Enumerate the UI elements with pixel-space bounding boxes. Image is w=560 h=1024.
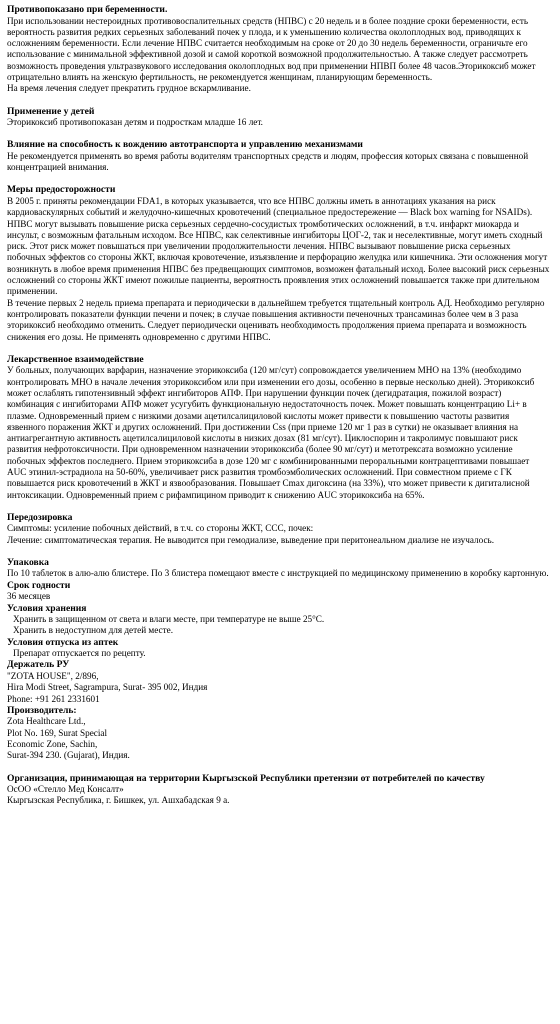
section-title: Производитель: (7, 704, 77, 716)
section-holder (7, 659, 550, 704)
phone-line: Phone: +91 261 2331601 (7, 693, 100, 704)
section-title: Лекарственное взаимодействие (7, 353, 144, 365)
section-title: Влияние на способность к вождению автотранспорта и управлению механизмами (7, 139, 363, 151)
paragraph: На время лечения следует прекратить грудное вскармливание. (7, 83, 251, 94)
paragraph: Препарат отпускается по рецепту. (13, 648, 146, 659)
section-storage (7, 603, 550, 637)
address-line: Кыргызская Республика, г. Бишкек, ул. Ашхабадская 9 а. (7, 795, 230, 806)
paragraph: Хранить в защищенном от света и влаги месте, при температуре не выше 25°С. (13, 614, 325, 625)
section-dispense (7, 637, 550, 660)
section-package (7, 557, 550, 580)
address-line: Zota Healthcare Ltd., (7, 716, 86, 727)
paragraph: По 10 таблеток в алю-алю блистере. По 3 блистера помещают вместе с инструкцией по медицинскому применению в коробку картонную. (7, 568, 549, 579)
section-precautions (7, 184, 550, 342)
address-line: Economic Zone, Sachin, (7, 738, 98, 749)
paragraph: В 2005 г. приняты рекомендации FDA1, в которых указывается, что все НПВС должны иметь в аннотациях указания на риск кардиоваскулярных событий и желудочно-кишечных кровотечений (специальное предостережение — Black box warning for NSAIDs). (7, 195, 533, 218)
section-shelf-life (7, 580, 550, 603)
section-title: Упаковка (7, 556, 49, 568)
paragraph: Хранить в недоступном для детей месте. (13, 625, 174, 636)
section-title: Меры предосторожности (7, 184, 116, 196)
section-overdose (7, 512, 550, 546)
section-interactions (7, 354, 550, 501)
paragraph: Эторикоксиб противопоказан детям и подросткам младше 16 лет. (7, 117, 263, 128)
paragraph: Не рекомендуется применять во время работы водителям транспортных средств и людям, профессия которых связана с повышенной концентрацией внимания. (7, 150, 529, 173)
paragraph: Лечение: симптоматическая терапия. Не выводится при гемодиализе, выведение при перитонеальном диализе не изучалось. (7, 534, 495, 545)
paragraph: У больных, получающих варфарин, назначение эторикоксиба (120 мг/сут) сопровождается увеличением МНО на 13% (необходимо контролировать МНО в начале лечения эторикоксибом или при изменении его дозы, особенно в первые несколько дней). Эторикоксиб может ослаблять гипотензивный эффект ингибиторов АПФ. При нарушении функции почек (дегидратация, пожилой возраст) комбинация с ингибиторами АПФ может усугубить функциональную недостаточность почек. Может повышать концентрацию Li+ в плазме. Одновременный прием с низкими дозами ацетилсалициловой кислоты может привести к повышению частоты развития язвенного поражения ЖКТ и других осложнений. При достижении Css (при приеме 120 мг 1 раз в сутки) не оказывает влияния на антиагрегантную активность ацетилсалициловой кислоты в низких дозах (81 мг/сут). Циклоспорин и такролимус повышают риск развития нефротоксичности. При одновременном назначении эторикоксиба (более 90 мг/сут) и метотрексата возможно усиление побочных эффектов последнего. Прием эторикоксиба в дозе 120 мг с комбинированными пероральными контрацептивами повышает AUC этинил-эстрадиола на 50-60%, увеличивает риск развития тромбоэмболических осложнений. При совместном приеме с ГК повышается риск кровотечений в ЖКТ и язвообразования. Повышает Cmax дигоксина (на 33%), что может привести к дигиталисной интоксикации. Одновременный прием с рифампицином приводит к снижению AUC эторикоксиба на 65%. (7, 365, 535, 500)
paragraph: В течение первых 2 недель приема препарата и периодически в дальнейшем требуется тщательный контроль АД. Необходимо регулярно контролировать показатели функции печени и почек; в случае повышения активности печеночных трансаминаз более чем в 3 раза эторикоксиб необходимо отменить. Следует периодически оценивать необходимость продолжения приема препарата и возможность снижения его дозы. Не применять одновременно с другими НПВС. (7, 297, 545, 342)
section-title: Применение у детей (7, 105, 95, 117)
paragraph: 36 месяцев (7, 591, 51, 602)
address-line: Surat-394 230. (Gujarat), Индия. (7, 750, 130, 761)
address-line: Hira Modi Street, Sagrampura, Surat- 395 002, Индия (7, 682, 208, 693)
address-line: "ZOTA HOUSE", 2/896, (7, 670, 99, 681)
address-line: Plot No. 169, Surat Special (7, 727, 108, 738)
section-title: Условия отпуска из аптек (7, 636, 119, 648)
section-title: Условия хранения (7, 602, 87, 614)
section-claims (7, 773, 550, 807)
section-title: Передозировка (7, 511, 73, 523)
section-title: Срок годности (7, 579, 71, 591)
section-manufacturer (7, 705, 550, 762)
address-line: ОсОО «Стелло Мед Консалт» (7, 784, 124, 795)
section-title: Организация, принимающая на территории Кыргызской Республики претензии от потребителей по качеству (7, 772, 485, 784)
section-children (7, 106, 550, 129)
paragraph: НПВС могут вызывать повышение риска серьезных сердечно-сосудистых тромботических осложнений, в т.ч. инфаркт миокарда и инсульт, с возможным фатальным исходом. Все НПВС, как селективные ингибиторы ЦОГ-2, так и неселективные, могут иметь сходный риск. Этот риск может повышаться при увеличении продолжительности лечения. НПВС вызывают повышение риска серьезных побочных эффектов со стороны ЖКТ, включая кровотечение, изъязвление и перфорацию желудка или кишечника. Эти осложнения могут возникнуть в любое время применения НПВС без предвещающих симптомов, возможен фатальный исход. Более высокий риск серьезных осложнений со стороны ЖКТ имеют пожилые пациенты, вероятность проявления этих осложнений повышается также при длительном применении. (7, 218, 550, 297)
section-driving (7, 139, 550, 173)
paragraph: При использовании нестероидных противовоспалительных средств (НПВС) с 20 недель и в более поздние сроки беременности, есть вероятность развития редких серьезных заболеваний почек у плода, и к уменьшению количества околоплодных вод, приводящих к осложнениям беременности. Если лечение НПВС считается необходимым на сроке от 20 до 30 недель беременности, ограничьте его использование с минимальной эффективной дозой и самой короткой возможной продолжительностью. А также следует рассмотреть возможность проведения ультразвукового исследования околоплодных вод при применении НПВП более 48 часов.Эторикоксиб может отрицательно влиять на женскую фертильность, не рекомендуется женщинам, планирующим беременность. (7, 15, 536, 82)
section-title: Противопоказано при беременности. (7, 4, 168, 15)
section-title: Держатель РУ (7, 659, 70, 671)
paragraph: Симптомы: усиление побочных действий, в т.ч. со стороны ЖКТ, ССС, почек: (7, 523, 314, 534)
section-pregnancy (7, 4, 550, 95)
